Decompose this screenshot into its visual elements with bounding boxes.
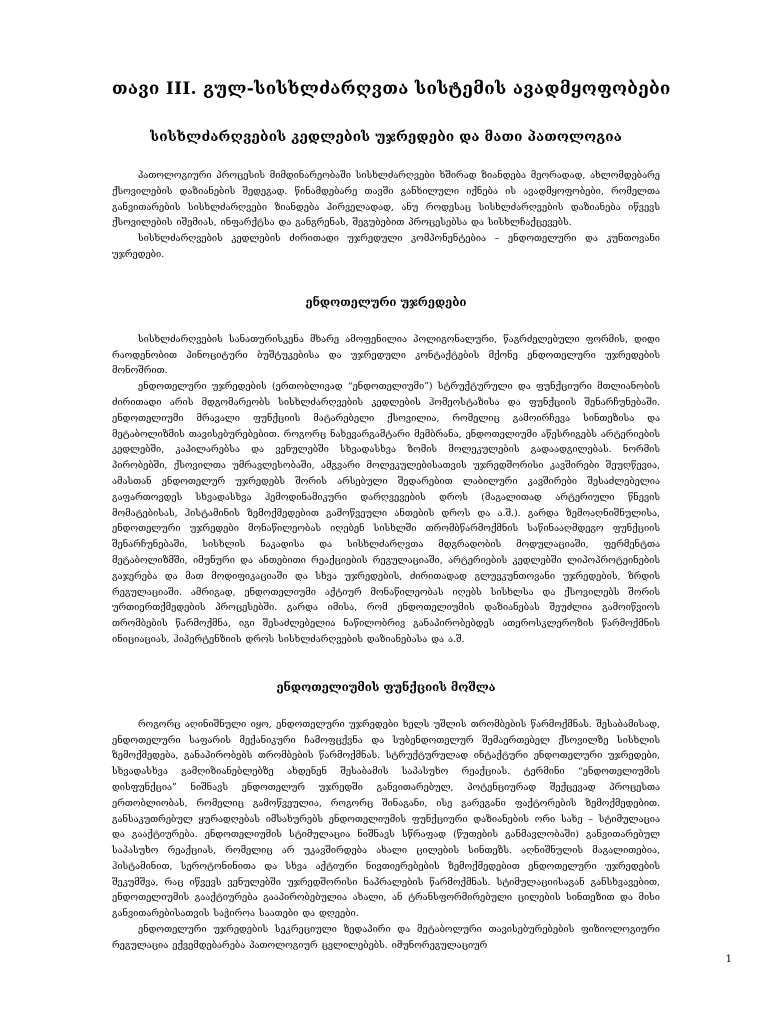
endothelial-paragraph-1: სისხლძარღვების სანათურისკენა მხარე ამოფენილია პოლიგონალური, წაგრძელებული ფორმის, დიდი რაოდენობით პინოციტური ბუშტუკებისა და უჯრედული კონტაქტების მქონე ენდოთელური უჯრედების მონოშრით. xyxy=(112,333,660,377)
chapter-title: თავი III. გულ-სისხლძარღვთა სისტემის ავადმყოფობები xyxy=(112,79,671,99)
endothelial-cells-heading: ენდოთელური უჯრედები xyxy=(305,294,467,309)
section-title: სისხლძარღვების კედლების უჯრედები და მათი პათოლოგია xyxy=(150,129,622,145)
endothelial-dysfunction-heading: ენდოთელიუმის ფუნქციის მოშლა xyxy=(276,679,496,694)
dysfunction-paragraph-1: როგორც აღინიშნული იყო, ენდოთელური უჯრედები ხელს უშლის თრომბების წარმოქმნას. შესაბამისად, ენდოთელური საფარის მექანიკური ჩამოფცქვნა და სუბენდოთელურ შემაერთებელ ქსოვილზე სისხლის ზემოქმედება, განაპირობებს თრომბების წარმოქმნას. სტრუქტურულად ინტაქტური ენდოთელური უჯრედები, სხვადასხვა გამღიზიანებლებზე ახდენენ შესაბამის საპასუხო რეაქციას. ტერმინი “ენდოთელიუმის დისფუნქცია” ნიშნავს ენდოთელურ უჯრედში განვითარებულ, პოტენციურად შექცევად პროცესთა ერთობლიობას, რომელიც გამოწვეულია, როგორც შინაგანი, ისე გარეგანი ფაქტორების ზემოქმედებით. განსაკუთრებულ ყურადღებას იმსახურებს ენდოთელიუმის ფუნქციური დაზიანების ორი სახე – სტიმულაცია და გააქტიურება. ენდოთელიუმის სტიმულაცია ნიშნავს სწრაფად (წუთების განმავლობაში) განვითარებულ საპასუხო რეაქციას, რომელიც არ უკავშირდება ახალი ცილების სინთეზს. აღნიშნულის მაგალითებია, ჰისტამინით, სეროტონინითა და სხვა აქტიური ნივთიერებების ზემოქმედებით ენდოთელური უჯრედების შეკუმშვა, რაც იწვევს ვენულებში უჯრედშორისი ნაპრალების წარმოქმნას. სტიმულაციისაგან განსხვავებით, ენდოთელიუმის გააქტიურება გააპირობებულია ახალი, ან ტრანსფორმირებული ცილების სინთეზით და მისი განვითარებისათვის საჭიროა საათები და დღეები. xyxy=(112,718,660,920)
intro-paragraph-1: პათოლოგიური პროცესის მიმდინარეობაში სისხლძარღვები ხშირად ზიანდება მეორადად, ახლომდებარე ქსოვილების დაზიანების შედეგად. წინამდებარე თავში განხილული იქნება ის ავადმყოფობები, რომელთა განვითარების სისხლძარღვები ზიანდება პირველადად, ანუ როდესაც სისხლძარღვების დაზიანება იწვევს ქსოვილების იშემიას, ინფარქტსა და განგრენას, შეგუბებით პროცესებსა და სისხლჩაქცევებს. xyxy=(112,170,660,229)
endothelial-paragraph-2: ენდოთელური უჯრედების (ერთობლივად “ენდოთელიუმი”) სტრუქტურული და ფუნქციური მთლიანობის ძირითადი არის მდგომარეობს სისხლძარღვების კედლების ჰომეოსტაზისა და ფუნქციის შენარჩუნებაში. ენდოთელიუმი მრავალი ფუნქციის მატარებელი ქსოვილია, რომელიც გამოირჩევა სინთეზისა და მეტაბოლიზმის თავისებურებებით. როგორც ნახევარგამტარი მემბრანა, ენდოთელიუმი აწესრიგებს არტერიების კედლებში, კაპილარებსა და ვენულებში სხვადასხვა ზომის მოლეკულების გადაადგილებას. ნორმის პირობებში, ქსოვილთა უმრავლესობაში, ამგვარი მოლეკულებისათვის უჯრედშორისი კავშირები შეუღწევია, ამასთან ენდოთელურ უჯრედებს შორის არსებული შედარებით ლაბილური კავშირები შესაძლებელია გაფართოვდეს სხვადასხვა ჰემოდინამიკური დარღვევების დროს (მაგალითად არტერიული წნევის მომატებისას, ჰისტამინის ზემოქმედებით გამოწვეული ანთების დროს და ა.შ.). გარდა ზემოაღნიშნულისა, ენდოთელური უჯრედები მონაწილეობას იღებენ სისხლში თრომბწარმოქმნის საწინააღმდეგო ფუნქციის შენარჩუნებაში, სისხლის ნაკადისა და სისხლძარღვთა მდგრადობის მოდულაციაში, ფერმენტთა მეტაბოლიზმში, იმუნური და ანთებითი რეაქციების რეგულაციაში, არტერიების კედლებში ლიპოპროტეინების გაჯერება და მათ მოდიფიკაციაში და სხვა უჯრედების, ძირითადად გლუვკუნთოვანი უჯრედების, ზრდის რეგულაციაში. ამრიგად, ენდოთელიუმი აქტიურ მონაწილეობას იღებს სისხლსა და ქსოვილებს შორის ურთიერთქმედების პროცესებში. გარდა იმისა, რომ ენდოთელიუმის დაზიანებას შეუძლია გამოიწვიოს თრომბების წარმოქმნა, იგი შესაძლებელია ნაწილობრივ განაპირობებდეს ათეროსკლეროზის წარმოქმნის ინიციაციას, ჰიპერტენზიის დროს სისხლძარღვების დაზიანებასა და ა.შ. xyxy=(112,381,660,645)
dysfunction-paragraph-2: ენდოთელური უჯრედების სეკრეციული ზედაპირი და მეტაბოლური თავისებურებების ფიზიოლოგიური რეგულაცია ექვემდებარება პათოლოგიურ ცვლილებებს. იმუნორეგულაციურ xyxy=(112,924,660,951)
intro-paragraph-2: სისხლძარღვების კედლების ძირითადი უჯრედული კომპონენტებია – ენდოთელური და კუნთოვანი უჯრედები. xyxy=(112,233,660,260)
document-page xyxy=(112,78,671,1008)
page-number: 1 xyxy=(725,954,732,965)
